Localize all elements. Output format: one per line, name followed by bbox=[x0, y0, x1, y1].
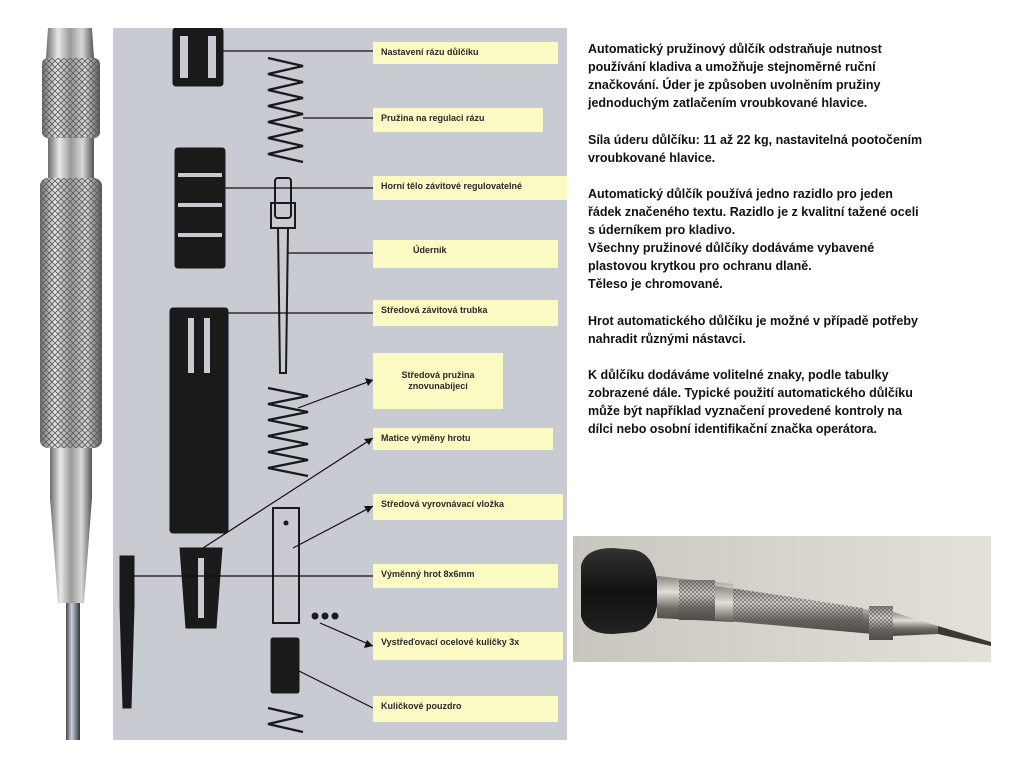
paragraph-intro bbox=[588, 40, 1003, 113]
description-text bbox=[588, 40, 1003, 456]
text-line: řádek značeného textu. Razidlo je z kvalitní tažené oceli bbox=[588, 204, 919, 219]
text-line: vroubkované hlavice. bbox=[588, 150, 716, 165]
label-upper-body: Horní tělo závitové regulovatelné bbox=[373, 176, 567, 200]
text-line: značkování. Úder je způsoben uvolněním pružiny bbox=[588, 78, 881, 93]
exploded-diagram bbox=[28, 28, 567, 740]
text-line: Síla úderu důlčíku: 11 až 22 kg, nastavitelná pootočením bbox=[588, 132, 923, 147]
text-line: dílci nebo osobní identifikační značka operátora. bbox=[588, 422, 877, 437]
text-line: Automatický důlčík používá jedno razidlo pro jeden bbox=[588, 186, 893, 201]
label-regulation-spring: Pružina na regulaci rázu bbox=[373, 108, 543, 132]
text-line: používání kladiva a umožňuje stejnoměrné ruční bbox=[588, 60, 876, 75]
text-line: Hrot automatického důlčíku je možné v případě potřeby bbox=[588, 313, 918, 328]
paragraph-stamp bbox=[588, 185, 1003, 294]
label-center-tube: Středová závitová trubka bbox=[373, 300, 558, 326]
text-line: plastovou krytkou pro ochranu dlaně. bbox=[588, 259, 812, 274]
text-line: zobrazené dále. Typické použití automatického důlčíku bbox=[588, 385, 913, 400]
paragraph-tip bbox=[588, 312, 1003, 348]
text-line: Všechny pružinové důlčíky dodáváme vybavené bbox=[588, 241, 875, 256]
label-centering-balls: Vystřeďovací ocelové kuličky 3x bbox=[373, 632, 563, 660]
label-striker: Úderník bbox=[373, 240, 558, 268]
label-replaceable-tip: Výměnný hrot 8x6mm bbox=[373, 564, 558, 588]
text-line: jednoduchým zatlačením vroubkované hlavice. bbox=[588, 96, 868, 111]
label-tip-nut: Matice výměny hrotu bbox=[373, 428, 553, 450]
text-line: může být například vyznačení provedené kontroly na bbox=[588, 404, 902, 418]
label-ball-housing: Kuličkové pouzdro bbox=[373, 696, 558, 722]
label-center-sleeve: Středová vyrovnávací vložka bbox=[373, 494, 563, 520]
text-line: nahradit různými nástavci. bbox=[588, 331, 746, 346]
label-impact-adjustment: Nastavení rázu důlčíku bbox=[373, 42, 558, 64]
text-line: K důlčíku dodáváme volitelné znaky, podle tabulky bbox=[588, 367, 889, 382]
text-line: Automatický pružinový důlčík odstraňuje nutnost bbox=[588, 42, 882, 56]
paragraph-force bbox=[588, 131, 1003, 167]
text-line: s úderníkem pro kladivo. bbox=[588, 223, 736, 237]
product-photo bbox=[573, 536, 991, 662]
text-line: Těleso je chromované. bbox=[588, 277, 723, 292]
label-center-spring: Středová pružina znovunabíjecí bbox=[373, 353, 503, 409]
paragraph-usage bbox=[588, 366, 1003, 439]
